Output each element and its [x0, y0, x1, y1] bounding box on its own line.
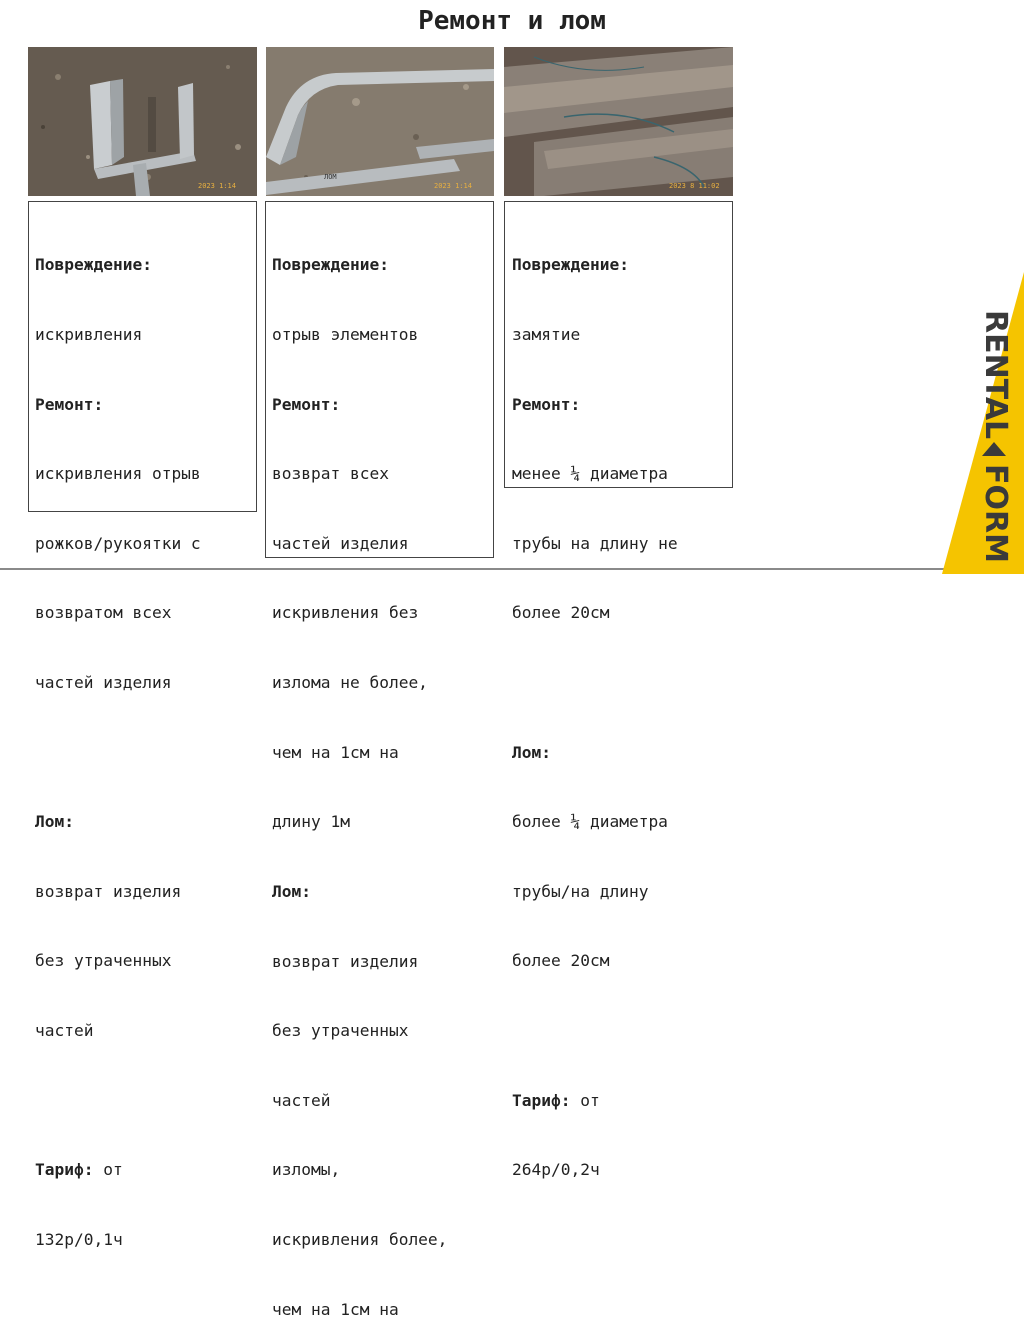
repair-line: возврат всех [272, 464, 389, 484]
repair-line: искривления отрыв [35, 464, 201, 484]
damage-label: Повреждение: [272, 255, 389, 275]
tariff-value: 132р/0,1ч [35, 1229, 123, 1249]
repair-label: Ремонт: [272, 394, 341, 414]
bottom-divider [0, 568, 945, 570]
scrap-line: изломы, [272, 1160, 341, 1180]
repair-line: излома не более, [272, 673, 428, 693]
scrap-line: трубы/на длину [512, 881, 649, 901]
photo-label: ЛОМ [324, 173, 337, 181]
page-title: Ремонт и лом [418, 6, 606, 36]
logo-text-rental: RENTAL [978, 310, 1013, 440]
photo-stamp: 2023 8 11:02 [669, 182, 720, 190]
repair-line: менее ¼ диаметра [512, 464, 668, 484]
logo-text-form: FORM [978, 464, 1013, 563]
photo-stamp: 2023 1:14 [434, 182, 472, 190]
damage-value: отрыв элементов [272, 325, 419, 345]
scrap-line: более ¼ диаметра [512, 812, 668, 832]
scrap-label: Лом: [512, 742, 551, 762]
scrap-line: возврат изделия [272, 951, 419, 971]
repair-label: Ремонт: [512, 394, 581, 414]
repair-label: Ремонт: [35, 394, 104, 414]
repair-line: чем на 1см на [272, 742, 399, 762]
tariff-prefix: от [570, 1090, 600, 1110]
scrap-line: без утраченных [272, 1021, 409, 1041]
scrap-line: возврат изделия [35, 881, 182, 901]
photo-broken-bar [266, 47, 494, 196]
repair-line: возвратом всех [35, 603, 172, 623]
scrap-line: более 20см [512, 951, 610, 971]
scrap-line: без утраченных [35, 951, 172, 971]
repair-line: искривления без [272, 603, 419, 623]
rental-form-logo [942, 272, 1024, 574]
scrap-line: искривления более, [272, 1229, 448, 1249]
tariff-label: Тариф: [35, 1160, 94, 1180]
column-1-text [35, 207, 201, 1274]
damage-value: искривления [35, 325, 143, 345]
column-3-text [512, 207, 678, 1205]
scrap-line: частей [35, 1021, 94, 1041]
damage-label: Повреждение: [35, 255, 152, 275]
photo-dented-pipe [504, 47, 733, 196]
tariff-label: Тариф: [512, 1090, 571, 1110]
photo-bent-bracket [28, 47, 257, 196]
repair-line: более 20см [512, 603, 610, 623]
repair-line: трубы на длину не [512, 533, 678, 553]
damage-value: замятие [512, 325, 581, 345]
scrap-line: частей [272, 1090, 331, 1110]
tariff-value: 264р/0,2ч [512, 1160, 600, 1180]
scrap-line: чем на 1см на [272, 1299, 399, 1319]
scrap-label: Лом: [272, 881, 311, 901]
photo-stamp: 2023 1:14 [198, 182, 236, 190]
column-2-text [272, 207, 447, 1344]
repair-line: длину 1м [272, 812, 350, 832]
tariff-prefix: от [93, 1160, 123, 1180]
repair-line: частей изделия [272, 533, 409, 553]
scrap-label: Лом: [35, 812, 74, 832]
damage-label: Повреждение: [512, 255, 629, 275]
repair-line: частей изделия [35, 673, 172, 693]
repair-line: рожков/рукоятки с [35, 533, 201, 553]
